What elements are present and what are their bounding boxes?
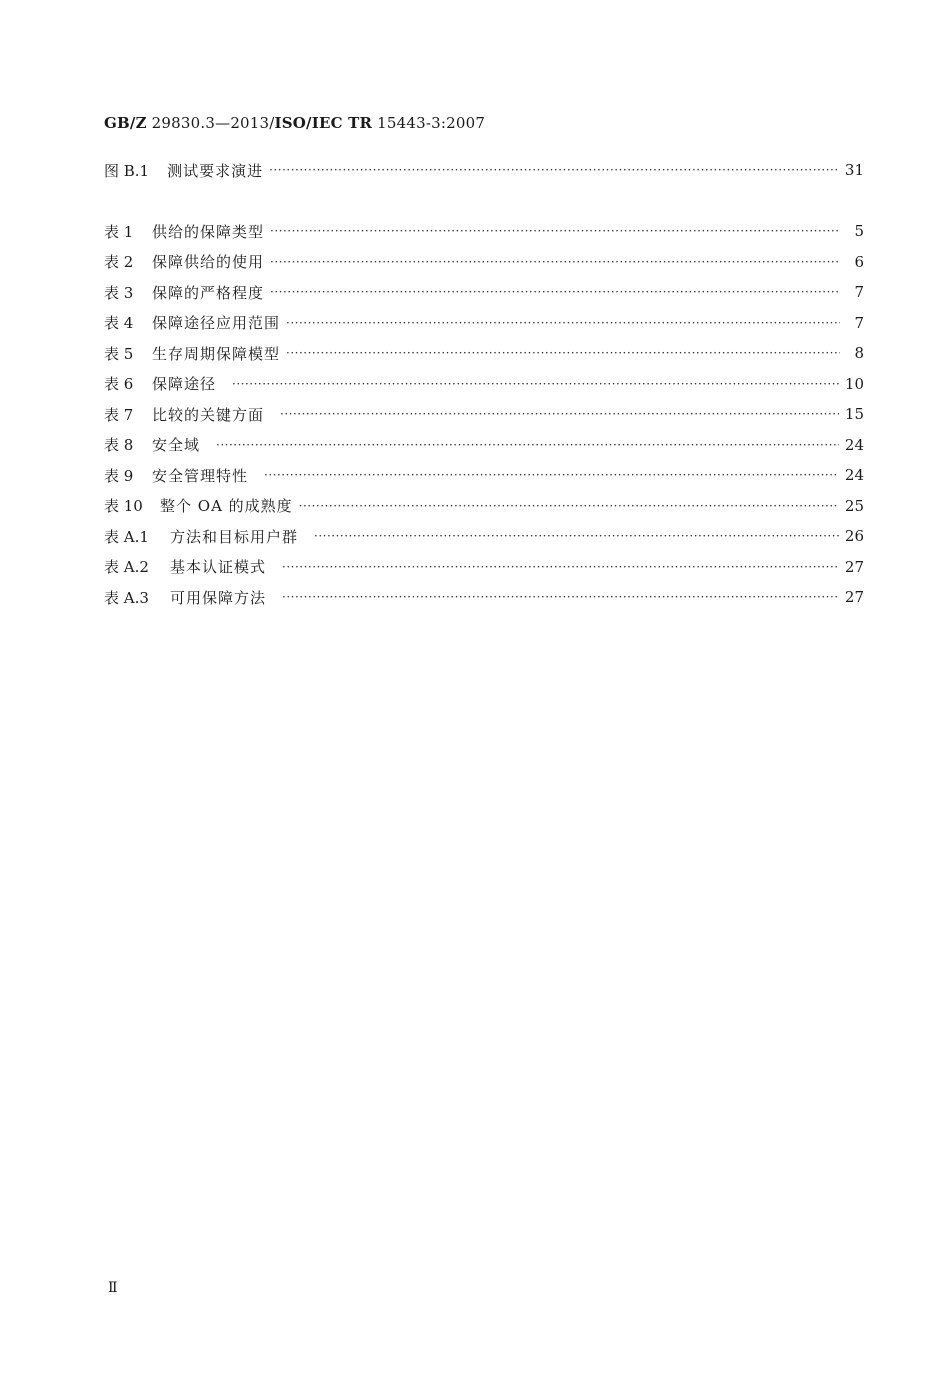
leader-dots bbox=[282, 560, 839, 574]
iso-prefix: ISO/IEC TR bbox=[274, 114, 373, 132]
toc-entry[interactable] bbox=[104, 159, 864, 181]
entry-page: 24 bbox=[844, 435, 864, 454]
entry-label: 表 4 bbox=[104, 314, 134, 332]
entry-label: 表 8 bbox=[104, 436, 134, 454]
entry-title: 保障途径 bbox=[152, 375, 217, 393]
toc-entry[interactable] bbox=[104, 586, 864, 608]
entry-page: 7 bbox=[854, 313, 864, 332]
leader-dots bbox=[299, 499, 839, 513]
leader-dots bbox=[270, 285, 840, 299]
entry-title: 生存周期保障模型 bbox=[152, 344, 281, 363]
toc-entry[interactable] bbox=[104, 556, 864, 578]
entry-page: 24 bbox=[844, 466, 864, 484]
toc-entry[interactable] bbox=[104, 525, 864, 547]
entry-label: 表 5 bbox=[104, 344, 134, 363]
entry-label: 表 1 bbox=[104, 222, 134, 241]
leader-dots bbox=[232, 377, 839, 391]
toc-entry[interactable] bbox=[104, 403, 864, 425]
leader-dots bbox=[270, 255, 840, 269]
entry-title: 可用保障方法 bbox=[170, 588, 267, 607]
entry-title: 比较的关键方面 bbox=[152, 405, 265, 424]
entry-label: 表 9 bbox=[104, 466, 134, 485]
entry-title: 保障供给的使用 bbox=[152, 253, 265, 271]
entry-label: 表 10 bbox=[104, 497, 143, 515]
page-number: Ⅱ bbox=[108, 1280, 118, 1296]
entry-label: 表 7 bbox=[104, 405, 134, 424]
leader-dots bbox=[216, 438, 839, 452]
entry-page: 27 bbox=[844, 557, 864, 576]
entry-label: 表 A.2 bbox=[104, 558, 149, 576]
toc-entry[interactable] bbox=[104, 434, 864, 456]
leader-dots bbox=[286, 316, 840, 330]
toc-entry[interactable] bbox=[104, 373, 864, 395]
entry-title: 测试要求演进 bbox=[167, 161, 264, 180]
standard-code: 29830.3—2013/ bbox=[146, 114, 275, 132]
entry-page: 8 bbox=[854, 344, 864, 362]
toc-entry[interactable] bbox=[104, 281, 864, 303]
entry-page: 31 bbox=[844, 161, 864, 179]
entry-title: 安全域 bbox=[152, 436, 201, 454]
toc-entry[interactable] bbox=[104, 464, 864, 486]
entry-page: 15 bbox=[844, 405, 864, 423]
toc-entry[interactable] bbox=[104, 342, 864, 364]
toc-entry[interactable] bbox=[104, 495, 864, 517]
entry-page: 7 bbox=[854, 283, 864, 301]
leader-dots bbox=[314, 529, 839, 543]
entry-title: 保障途径应用范围 bbox=[152, 314, 281, 332]
toc-entry[interactable] bbox=[104, 251, 864, 273]
entry-page: 25 bbox=[844, 496, 864, 515]
entry-title: 供给的保障类型 bbox=[152, 222, 265, 241]
entry-title: 整个 OA 的成熟度 bbox=[160, 497, 293, 515]
entry-title: 安全管理特性 bbox=[152, 466, 249, 485]
leader-dots bbox=[280, 407, 839, 421]
entry-label: 图 B.1 bbox=[104, 161, 150, 180]
iso-number: 15443-3:2007 bbox=[372, 114, 486, 132]
entry-page: 5 bbox=[854, 222, 864, 240]
entry-title: 保障的严格程度 bbox=[152, 283, 265, 302]
entry-title: 基本认证模式 bbox=[170, 558, 267, 576]
entry-label: 表 A.3 bbox=[104, 588, 149, 607]
entry-page: 10 bbox=[844, 374, 864, 393]
entry-page: 26 bbox=[844, 527, 864, 545]
toc-entry[interactable] bbox=[104, 220, 864, 242]
entry-page: 27 bbox=[844, 588, 864, 606]
entry-label: 表 A.1 bbox=[104, 527, 149, 546]
leader-dots bbox=[286, 346, 840, 360]
leader-dots bbox=[269, 163, 839, 177]
standard-prefix: GB/Z bbox=[104, 114, 147, 132]
leader-dots bbox=[264, 468, 839, 482]
leader-dots bbox=[270, 224, 840, 238]
toc-entry[interactable] bbox=[104, 312, 864, 334]
entry-label: 表 3 bbox=[104, 283, 134, 302]
entry-page: 6 bbox=[854, 252, 864, 271]
entry-title: 方法和目标用户群 bbox=[170, 527, 299, 546]
leader-dots bbox=[282, 590, 839, 604]
entry-label: 表 6 bbox=[104, 375, 134, 393]
document-header bbox=[104, 114, 485, 132]
entry-label: 表 2 bbox=[104, 253, 134, 271]
